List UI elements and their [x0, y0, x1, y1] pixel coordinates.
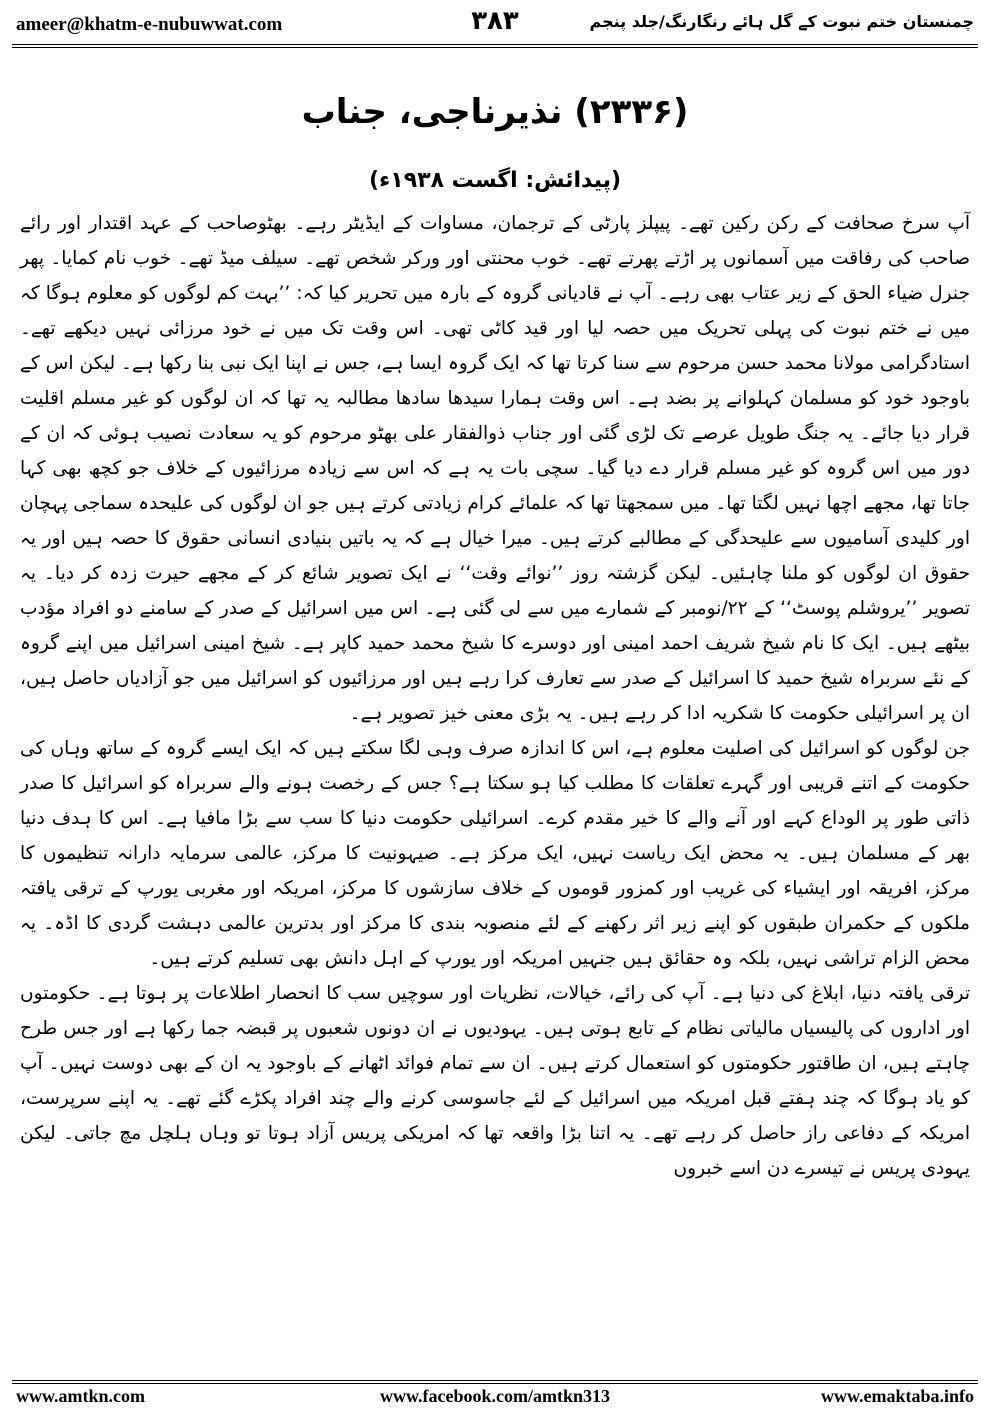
footer-link-website[interactable]: www.amtkn.com [16, 1386, 145, 1406]
paragraph-2: جن لوگوں کو اسرائیل کی اصلیت معلوم ہے، اس کا اندازہ صرف وہی لگا سکتے ہیں کہ ایک ایسے گروہ کے ساتھ وہاں کی حکومت کے اتنے قریبی اور گہرے تعلقات کا مطلب کیا ہو سکتا ہے؟ جس کے رخصت ہونے والے سربراہ کو اسرائیل کا صدر ذاتی طور پر الوداع کہے اور آنے والے کا خیر مقدم کرے۔ اسرائیلی حکومت دنیا کا سب سے بڑا مافیا ہے۔ اس کا ہدف دنیا بھر کے مسلمان ہیں۔ یہ محض ایک ریاست نہیں، ایک مرکز ہے۔ صیہونیت کا مرکز، عالمی سرمایہ دارانہ تنظیموں کا مرکز، افریقہ اور ایشیاء کی غریب اور کمزور قوموں کے خلاف سازشوں کا مرکز، امریکہ اور مغربی یورپ کے ترقی یافتہ ملکوں کے حکمران طبقوں کو اپنے زیر اثر رکھنے کے لئے منصوبہ بندی کا مرکز اور بدترین عالمی دہشت گردی کا اڈہ۔ یہ محض الزام تراشی نہیں، بلکہ وہ حقائق ہیں جنہیں امریکہ اور یورپ کے اہل دانش بھی تسلیم کرتے ہیں۔ [20, 738, 970, 969]
book-title: چمنستان ختم نبوت کے گل ہائے رنگارنگ/جلد پنجم [589, 12, 974, 31]
header-email: ameer@khatm-e-nubuwwat.com [16, 14, 283, 35]
entry-subtitle: (پیدائش: اگست ۱۹۳۸ء) [368, 168, 622, 193]
paragraph-1: آپ سرخ صحافت کے رکن رکین تھے۔ پیپلز پارٹی کے ترجمان، مساوات کے ایڈیٹر رہے۔ بھٹوصاحب کے عہد اقتدار اور رائے صاحب کی رفاقت میں آسمانوں پر اڑتے پھرتے تھے۔ خوب محنتی اور ورکر شخص تھے۔ سیلف میڈ تھے۔ خوب نام کمایا۔ پھر جنرل ضیاء الحق کے زیر عتاب بھی رہے۔ آپ نے قادیانی گروہ کے بارہ میں تحریر کیا کہ: ’’بہت کم لوگوں کو معلوم ہوگا کہ میں نے ختم نبوت کی پہلی تحریک میں حصہ لیا اور قید کاٹی تھی۔ اس وقت تک میں نے خود مرزائی نہیں دیکھے تھے۔ استادگرامی مولانا محمد حسن مرحوم سے سنا کرتا تھا کہ ایک گروہ ایسا ہے، جس نے اپنا ایک نبی بنا رکھا ہے۔ لیکن اس کے باوجود خود کو مسلمان کہلوانے پر بضد ہے۔ اس وقت ہمارا سیدھا سادھا مطالبہ یہ تھا کہ ان لوگوں کو غیر مسلم اقلیت قرار دیا جائے۔ یہ جنگ طویل عرصے تک لڑی گئی اور جناب ذوالفقار علی بھٹو مرحوم کو یہ سعادت نصیب ہوئی کہ ان کے دور میں اس گروہ کو غیر مسلم قرار دے دیا گیا۔ سچی بات یہ ہے کہ اس سے زیادہ مرزائیوں کے خلاف جو کچھ بھی کہا جاتا تھا، مجھے اچھا نہیں لگتا تھا۔ میں سمجھتا تھا کہ علمائے کرام زیادتی کرتے ہیں جو ان لوگوں کی علیحدہ سماجی پہچان اور کلیدی آسامیوں سے علیحدگی کے مطالبے کرتے ہیں۔ میرا خیال ہے کہ یہ باتیں بنیادی انسانی حقوق کا حصہ ہیں اور یہ حقوق ان لوگوں کو ملنا چاہئیں۔ لیکن گزشتہ روز ’’نوائے وقت‘‘ نے ایک تصویر شائع کر کے مجھے حیرت زدہ کر دیا۔ یہ تصویر ’’یروشلم پوسٹ‘‘ کے ۲۲/نومبر کے شمارے میں سے لی گئی ہے۔ اس میں اسرائیل کے صدر کے سامنے دو افراد مؤدب بیٹھے ہیں۔ ایک کا نام شیخ شریف احمد امینی اور دوسرے کا شیخ محمد حمید کاپر ہے۔ شیخ امینی اسرائیل میں اپنے گروہ کے نئے سربراہ شیخ حمید کا اسرائیل کے صدر سے تعارف کرا رہے ہیں اور مرزائیوں کو اسرائیل میں جو آزادیاں حاصل ہیں، ان پر اسرائیلی حکومت کا شکریہ ادا کر رہے ہیں۔ یہ بڑی معنی خیز تصویر ہے۔ [20, 213, 971, 724]
header-rule [12, 44, 978, 48]
footer-rule [12, 1380, 978, 1384]
paragraph-3: ترقی یافتہ دنیا، ابلاغ کی دنیا ہے۔ آپ کی رائے، خیالات، نظریات اور سوچیں سب کا انحصار اطلاعات پر ہوتا ہے۔ حکومتوں اور اداروں کی پالیسیاں مالیاتی نظام کے تابع ہوتی ہیں۔ یہودیوں نے ان دونوں شعبوں پر قبضہ جما رکھا ہے اور جس طرح چاہتے ہیں، ان طاقتور حکومتوں کو استعمال کرتے ہیں۔ ان سے تمام فوائد اٹھانے کے باوجود یہ ان کے بھی دوست نہیں۔ آپ کو یاد ہوگا کہ چند ہفتے قبل امریکہ میں اسرائیل کے لئے جاسوسی کرنے والے چند افراد پکڑے گئے تھے۔ یہ اپنے سرپرست، امریکہ کے دفاعی راز حاصل کر رہے تھے۔ یہ اتنا بڑا واقعہ تھا کہ امریکی پریس آزاد ہوتا تو وہاں ہلچل مچ جاتی۔ لیکن یہودی پریس نے تیسرے دن اسے خبروں [20, 983, 970, 1179]
page-header [12, 4, 978, 42]
entry-title: (۲۳۳۶) نذیرناجی، جناب [301, 92, 689, 132]
page-number: ۳۸۳ [471, 6, 519, 36]
footer-link-emaktaba[interactable]: www.emaktaba.info [820, 1386, 974, 1406]
page-footer [12, 1386, 978, 1416]
footer-link-facebook[interactable]: www.facebook.com/amtkn313 [380, 1386, 610, 1406]
article-body [20, 206, 970, 1186]
